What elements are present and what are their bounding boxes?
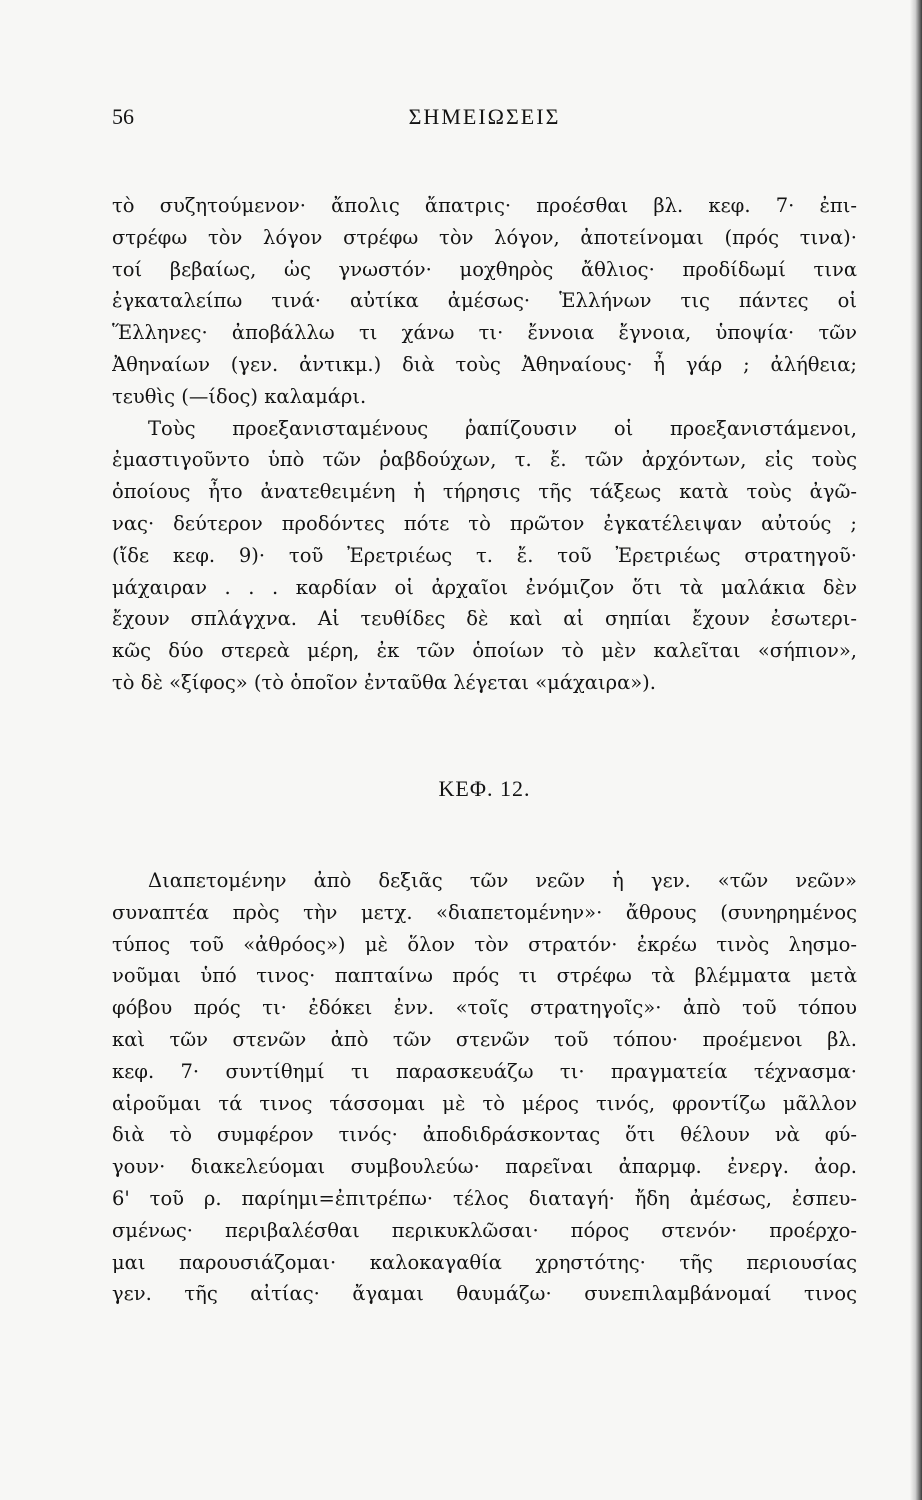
text-line: τευθὶς (—ίδος) καλαμάρι. <box>112 384 367 408</box>
notes-block-2 <box>112 865 857 1310</box>
text-line: Τοὺς προεξανισταμένους ῥαπίζουσιν οἱ προεξανιστάμενοι, <box>148 416 857 440</box>
text-line: κεφ. 7· συντίθημί τι παρασκευάζω τι· πραγματεία τέχνασμα· <box>112 1059 857 1083</box>
text-line: αἱροῦμαι τά τινος τάσσομαι μὲ τὸ μέρος τινός, φροντίζω μᾶλλον <box>112 1091 857 1115</box>
text-line: ἐγκαταλείπω τινά· αὐτίκα ἀμέσως· Ἑλλήνων τις πάντες οἱ <box>112 289 857 313</box>
text-line: τὸ συζητούμενον· ἄπολις ἄπατρις· προέσθαι βλ. κεφ. 7· ἐπι- <box>112 194 857 217</box>
text-line: τοί βεβαίως, ὡς γνωστόν· μοχθηρὸς ἄθλιος· προδίδωμί τινα <box>112 257 857 281</box>
text-line: ἔχουν σπλάγχνα. Αἱ τευθίδες δὲ καὶ αἱ σηπίαι ἔχουν ἐσωτερι- <box>112 607 857 631</box>
page-header <box>112 104 857 144</box>
text-line: Ἕλληνες· ἀποβάλλω τι χάνω τι· ἔννοια ἔγνοια, ὑποψία· τῶν <box>112 321 857 345</box>
chapter-heading: ΚΕΦ. 12. <box>438 776 531 801</box>
text-line: κῶς δύο στερεὰ μέρη, ἐκ τῶν ὁποίων τὸ μὲν καλεῖται «σήπιον», <box>112 639 857 663</box>
text-line: Ἀθηναίων (γεν. ἀντικμ.) διὰ τοὺς Ἀθηναίους· ἦ γάρ ; ἀλήθεια; <box>112 352 857 376</box>
text-line: μαι παρουσιάζομαι· καλοκαγαθία χρηστότης· τῆς περιουσίας <box>112 1250 857 1274</box>
text-line: νοῦμαι ὑπό τινος· παπταίνω πρός τι στρέφω τὰ βλέμματα μετὰ <box>112 964 857 988</box>
text-line: τὸ δὲ «ξίφος» (τὸ ὁποῖον ἐνταῦθα λέγεται «μάχαιρα»). <box>112 670 656 694</box>
text-line: φόβου πρός τι· ἐδόκει ἐνν. «τοῖς στρατηγοῖς»· ἀπὸ τοῦ τόπου <box>112 996 857 1020</box>
page-edge-shadow <box>910 0 922 1500</box>
text-line: γουν· διακελεύομαι συμβουλεύω· παρεῖναι ἀπαρμφ. ἐνεργ. ἀορ. <box>112 1155 857 1179</box>
text-line: ἐμαστιγοῦντο ὑπὸ τῶν ῥαβδούχων, τ. ἔ. τῶν ἀρχόντων, εἰς τοὺς <box>112 448 857 472</box>
running-head: ΣΗΜΕΙΩΣΕΙΣ <box>408 104 561 129</box>
text-line: στρέφω τὸν λόγον στρέφω τὸν λόγον, ἀποτείνομαι (πρός τινα)· <box>112 225 857 249</box>
text-line: 6' τοῦ ρ. παρίημι=ἐπιτρέπω· τέλος διαταγή· ἤδη ἀμέσως, ἐσπευ- <box>112 1186 857 1210</box>
text-line: σμένως· περιβαλέσθαι περικυκλῶσαι· πόρος στενόν· προέρχο- <box>112 1218 857 1242</box>
text-line: συναπτέα πρὸς τὴν μετχ. «διαπετομένην»· ἄθρους (συνηρημένος <box>112 900 857 924</box>
text-line: μάχαιραν . . . καρδίαν οἱ ἀρχαῖοι ἐνόμιζον ὅτι τὰ μαλάκια δὲν <box>112 575 857 599</box>
text-line: γεν. τῆς αἰτίας· ἄγαμαι θαυμάζω· συνεπιλαμβάνομαί τινος <box>112 1282 857 1306</box>
text-line: τύπος τοῦ «ἀθρόος») μὲ ὅλον τὸν στρατόν· ἐκρέω τινὸς λησμο- <box>112 932 857 956</box>
text-line: νας· δεύτερον προδόντες πότε τὸ πρῶτον ἐγκατέλειψαν αὐτούς ; <box>112 511 857 535</box>
text-line: ὁποίους ἦτο ἀνατεθειμένη ἡ τήρησις τῆς τάξεως κατὰ τοὺς ἀγῶ- <box>112 480 857 504</box>
page-number: 56 <box>112 104 134 129</box>
text-line: Διαπετομένην ἀπὸ δεξιᾶς τῶν νεῶν ἡ γεν. «τῶν νεῶν» <box>148 869 857 892</box>
text-line: καὶ τῶν στενῶν ἀπὸ τῶν στενῶν τοῦ τόπου· προέμενοι βλ. <box>112 1027 857 1051</box>
text-line: διὰ τὸ συμφέρον τινός· ἀποδιδράσκοντας ὅτι θέλουν νὰ φύ- <box>112 1123 857 1147</box>
notes-block-1 <box>112 190 857 699</box>
text-line: (ἴδε κεφ. 9)· τοῦ Ἐρετριέως τ. ἔ. τοῦ Ἐρετριέως στρατηγοῦ· <box>112 543 857 567</box>
